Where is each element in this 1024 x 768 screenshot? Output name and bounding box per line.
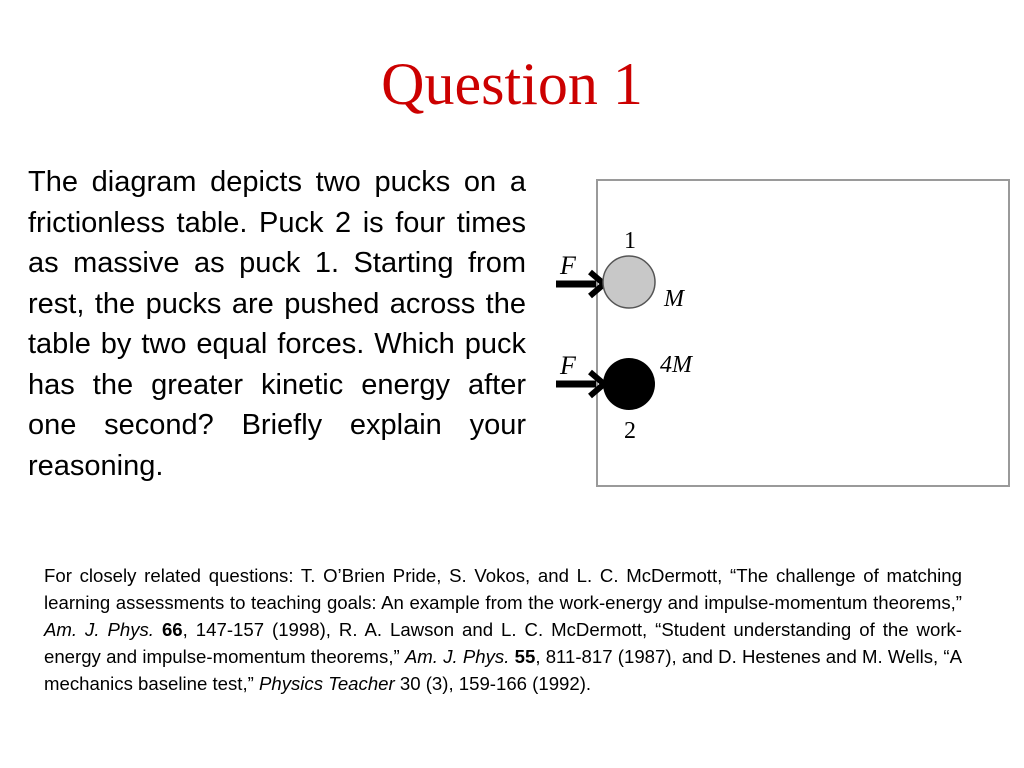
puck1-mass-label: M [664, 286, 684, 312]
puck2-mass-label: 4M [660, 352, 692, 378]
journal-name-1: Am. J. Phys. [44, 619, 154, 640]
puck2-force-label: F [560, 351, 576, 380]
puck1-force-label: F [560, 251, 576, 280]
journal-volume-2: 55 [514, 646, 536, 667]
question-text: The diagram depicts two pucks on a frictionless table. Puck 2 is four times as massive as puck 1. Starting from rest, the pucks are pushed across the table by two equal forces. Which puck has the greater kinetic energy after one second? Briefly explain your reasoning. [28, 166, 526, 482]
puck2-number: 2 [624, 418, 636, 444]
reference-text-2: , 147-157 (1998), R. A. Lawson and L. C. McDermott, “Student understanding of the work-energy and impulse-momentum theorems,” [44, 619, 963, 667]
puck-diagram [552, 178, 1012, 490]
references [44, 562, 962, 697]
puck2 [603, 358, 655, 410]
journal-volume-1: 66 [161, 619, 183, 640]
journal-name-2: Am. J. Phys. [404, 646, 510, 667]
journal-name-3: Physics Teacher [258, 673, 395, 694]
puck1 [603, 256, 655, 308]
reference-text-4: 30 (3), 159-166 (1992). [394, 673, 592, 694]
slide-title: Question 1 [381, 51, 643, 117]
table-frame [597, 180, 1009, 486]
puck1-number: 1 [624, 228, 636, 254]
reference-text-3: , 811-817 (1987), and D. Hestenes and M. Wells, “A mechanics baseline test,” [44, 646, 962, 694]
reference-text-1: For closely related questions: T. O’Brien Pride, S. Vokos, and L. C. McDermott, “The challenge of matching learning assessments to teaching goals: An example from the work-energy and impulse-momentum theorems,” [44, 565, 962, 613]
puck-diagram-svg [552, 178, 1012, 490]
